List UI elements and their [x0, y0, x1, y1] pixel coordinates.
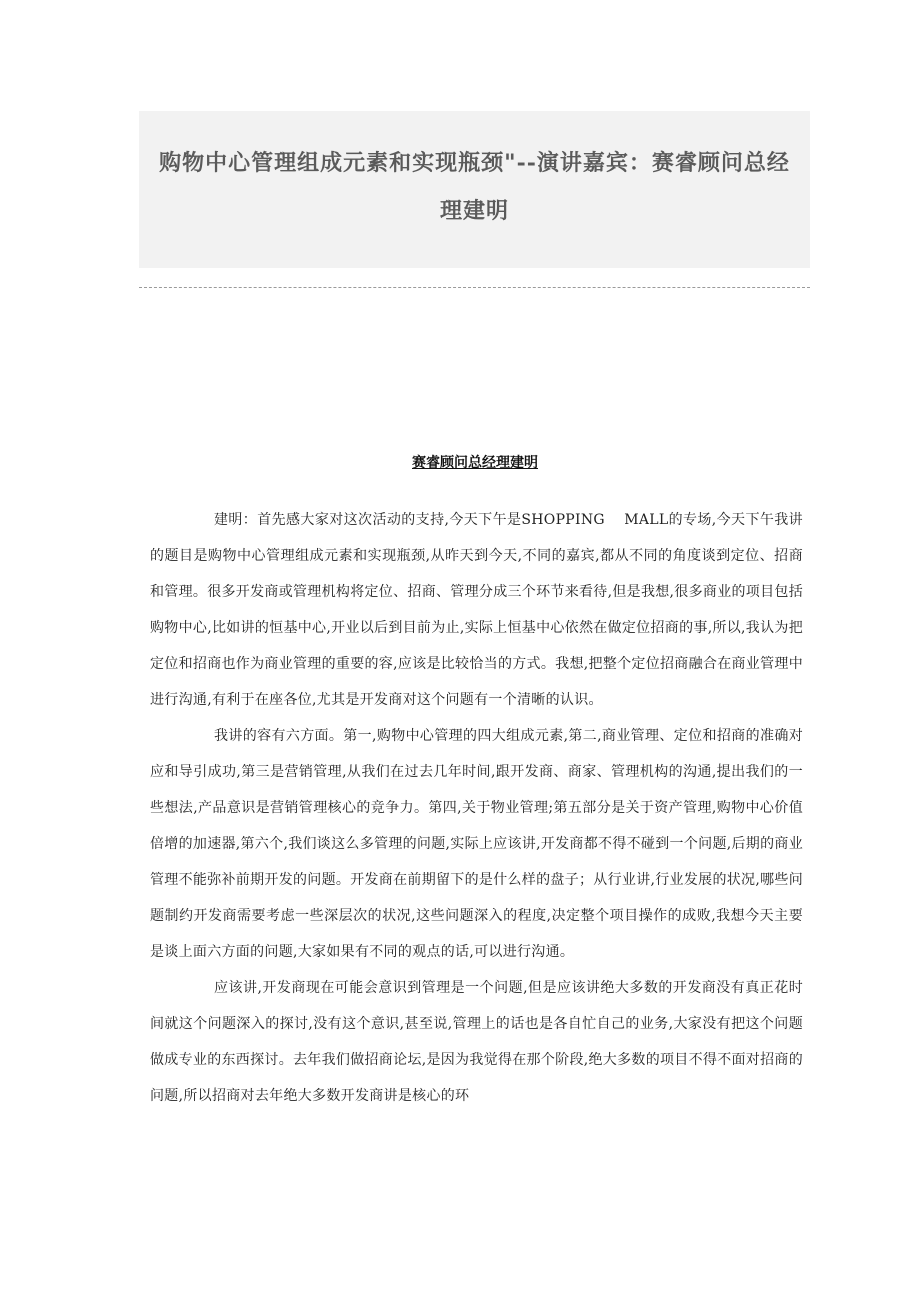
paragraph: 应该讲,开发商现在可能会意识到管理是一个问题,但是应该讲绝大多数的开发商没有真正花时间就这个问题深入的探讨,没有这个意识,甚至说,管理上的话也是各自忙自己的业务,大家没有把这个问题做成专业的东西探讨。去年我们做招商论坛,是因为我觉得在那个阶段,绝大多数的项目不得不面对招商的问题,所以招商对去年绝大多数开发商讲是核心的环 — [150, 980, 803, 1104]
page-title: 购物中心管理组成元素和实现瓶颈"--演讲嘉宾：赛睿顾问总经理建明 — [159, 150, 790, 224]
speaker-heading: 赛睿顾问总经理建明 — [412, 455, 538, 471]
dashed-divider — [139, 287, 810, 288]
article-body — [150, 502, 803, 1114]
paragraph: 建明：首先感大家对这次活动的支持,今天下午是SHOPPING MALL的专场,今天下午我讲的题目是购物中心管理组成元素和实现瓶颈,从昨天到今天,不同的嘉宾,都从不同的角度谈到定位、招商和管理。很多开发商或管理机构将定位、招商、管理分成三个环节来看待,但是我想,很多商业的项目包括购物中心,比如讲的恒基中心,开业以后到目前为止,实际上恒基中心依然在做定位招商的事,所以,我认为把定位和招商也作为商业管理的重要的容,应该是比较恰当的方式。我想,把整个定位招商融合在商业管理中进行沟通,有利于在座各位,尤其是开发商对这个问题有一个清晰的认识。 — [150, 512, 803, 708]
paragraph: 我讲的容有六方面。第一,购物中心管理的四大组成元素,第二,商业管理、定位和招商的准确对应和导引成功,第三是营销管理,从我们在过去几年时间,跟开发商、商家、管理机构的沟通,提出我们的一些想法,产品意识是营销管理核心的竞争力。第四,关于物业管理;第五部分是关于资产管理,购物中心价值倍增的加速器,第六个,我们谈这么多管理的问题,实际上应该讲,开发商都不得不碰到一个问题,后期的商业管理不能弥补前期开发的问题。开发商在前期留下的是什么样的盘子；从行业讲,行业发展的状况,哪些问题制约开发商需要考虑一些深层次的状况,这些问题深入的程度,决定整个项目操作的成败,我想今天主要是谈上面六方面的问题,大家如果有不同的观点的话,可以进行沟通。 — [150, 728, 803, 960]
title-banner — [139, 111, 810, 268]
